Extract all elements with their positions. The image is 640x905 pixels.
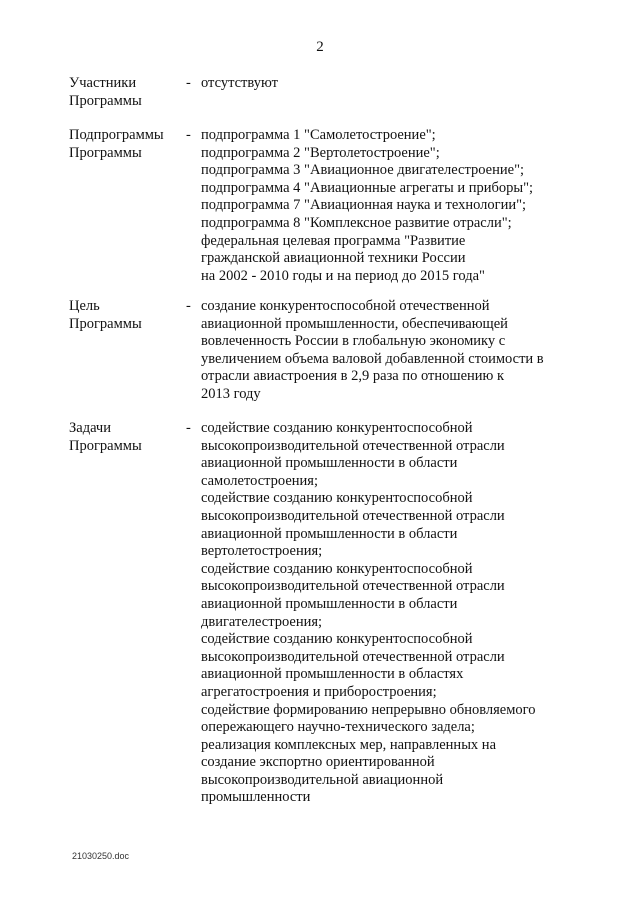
content-line: высокопроизводительной отечественной отрасли	[201, 648, 505, 665]
content-line: увеличением объема валовой добавленной стоимости в	[201, 350, 544, 367]
section-label	[69, 127, 184, 162]
content-line: вовлеченность России в глобальную экономику с	[201, 333, 506, 350]
section-content	[201, 298, 546, 404]
section-label-line: Программы	[69, 315, 142, 332]
content-line: авиационной промышленности в областях	[201, 666, 464, 683]
section-content	[201, 420, 546, 807]
content-line: двигателестроения;	[201, 613, 323, 630]
content-line: промышленности	[201, 789, 311, 806]
section-label-line: Программы	[69, 92, 142, 109]
content-line: высокопроизводительной отечественной отрасли	[201, 578, 505, 595]
content-line: содействие созданию конкурентоспособной	[201, 560, 473, 577]
content-line: авиационной промышленности, обеспечивающей	[201, 315, 508, 332]
section-content	[201, 75, 546, 93]
section-label	[69, 298, 184, 333]
content-line: создание экспортно ориентированной	[201, 754, 435, 771]
content-line: подпрограмма 4 "Авиационные агрегаты и приборы";	[201, 179, 534, 196]
content-line: вертолетостроения;	[201, 543, 323, 560]
section-label	[69, 420, 184, 455]
section-label-line: Программы	[69, 437, 142, 454]
content-line: создание конкурентоспособной отечественной	[201, 298, 490, 314]
content-line: агрегатостроения и приборостроения;	[201, 683, 437, 700]
content-line: подпрограмма 3 "Авиационное двигателестроение";	[201, 162, 525, 179]
section-dash: -	[186, 127, 191, 143]
content-line: авиационной промышленности в области	[201, 455, 458, 472]
content-line: высокопроизводительной отечественной отрасли	[201, 437, 505, 454]
section-dash: -	[186, 298, 191, 314]
content-line: авиационной промышленности в области	[201, 595, 458, 612]
content-line: содействие созданию конкурентоспособной	[201, 420, 473, 436]
page-number: 2	[316, 39, 324, 55]
content-line: авиационной промышленности в области	[201, 525, 458, 542]
content-line: высокопроизводительной авиационной	[201, 771, 444, 788]
content-line: подпрограмма 1 "Самолетостроение";	[201, 127, 436, 143]
section-label-line: Задачи	[69, 420, 111, 436]
section-dash: -	[186, 75, 191, 91]
section-label-line: Подпрограммы	[69, 127, 164, 143]
content-line: федеральная целевая программа "Развитие	[201, 232, 466, 249]
section-content	[201, 127, 546, 285]
content-line: опережающего научно-технического задела;	[201, 719, 475, 736]
content-line: подпрограмма 7 "Авиационная наука и технологии";	[201, 197, 527, 214]
section-dash: -	[186, 420, 191, 436]
section-label-line: Цель	[69, 298, 100, 314]
content-line: содействие созданию конкурентоспособной	[201, 490, 473, 507]
content-line: реализация комплексных мер, направленных на	[201, 736, 497, 753]
content-line: содействие формированию непрерывно обновляемого	[201, 701, 536, 718]
content-line: подпрограмма 8 "Комплексное развитие отрасли";	[201, 214, 512, 231]
content-line: 2013 году	[201, 385, 261, 402]
content-line: содействие созданию конкурентоспособной	[201, 631, 473, 648]
content-line: на 2002 - 2010 годы и на период до 2015 года"	[201, 267, 485, 284]
content-line: отсутствуют	[201, 75, 278, 91]
content-line: гражданской авиационной техники России	[201, 250, 466, 267]
section-label-line: Участники	[69, 75, 137, 91]
content-line: подпрограмма 2 "Вертолетостроение";	[201, 144, 440, 161]
section-label	[69, 75, 184, 110]
content-line: высокопроизводительной отечественной отрасли	[201, 507, 505, 524]
content-line: отрасли авиастроения в 2,9 раза по отношению к	[201, 368, 505, 385]
document-filename: 21030250.doc	[72, 851, 130, 861]
content-line: самолетостроения;	[201, 472, 318, 489]
section-label-line: Программы	[69, 144, 142, 161]
